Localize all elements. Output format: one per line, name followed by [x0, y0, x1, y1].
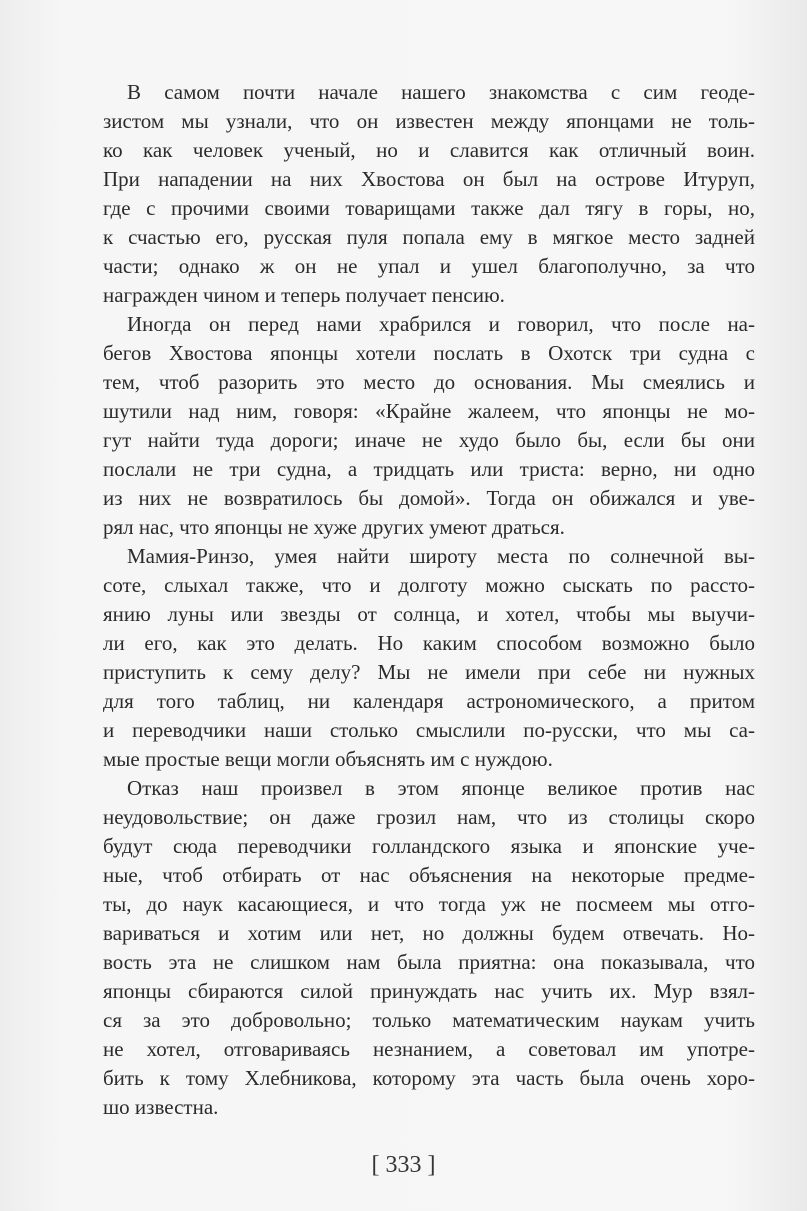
- text-line: послали не три судна, а тридцать или триста: верно, ни одно: [103, 457, 755, 481]
- text-line: вость эта не слишком нам была приятна: она показывала, что: [103, 950, 755, 974]
- text-line: неудовольствие; он даже грозил нам, что из столицы скоро: [103, 805, 755, 829]
- paragraph: [103, 310, 755, 542]
- text-line: ко как человек ученый, но и славится как отличный воин.: [103, 138, 755, 162]
- text-line: ные, чтоб отбирать от нас объяснения на некоторые предме-: [103, 863, 755, 887]
- text-line: Отказ наш произвел в этом японце великое против нас: [127, 776, 755, 800]
- text-line: мые простые вещи могли объяснять им с нуждою.: [103, 747, 553, 771]
- text-line: ли его, как это делать. Но каким способом возможно было: [103, 631, 755, 655]
- text-line: шутили над ним, говоря: «Крайне жалеем, что японцы не мо-: [103, 399, 755, 423]
- text-line: вариваться и хотим или нет, но должны будем отвечать. Но-: [103, 921, 755, 945]
- text-line: соте, слыхал также, что и долготу можно сыскать по рассто-: [103, 573, 755, 597]
- text-line: При нападении на них Хвостова он был на острове Итуруп,: [103, 167, 755, 191]
- text-line: из них не возвратилось бы домой». Тогда он обижался и уве-: [103, 486, 755, 510]
- text-line: гут найти туда дороги; иначе не худо было бы, если бы они: [103, 428, 755, 452]
- page-number: [ 333 ]: [371, 1152, 436, 1178]
- text-line: зистом мы узнали, что он известен между японцами не толь-: [103, 109, 755, 133]
- paragraph: [103, 78, 755, 310]
- text-line: Иногда он перед нами храбрился и говорил, что после на-: [127, 312, 755, 336]
- text-line: шо известна.: [103, 1095, 219, 1119]
- text-line: бить к тому Хлебникова, которому эта часть была очень хоро-: [103, 1066, 755, 1090]
- text-line: части; однако ж он не упал и ушел благополучно, за что: [103, 254, 755, 278]
- paragraph: [103, 774, 755, 1122]
- text-line: ся за это добровольно; только математическим наукам учить: [103, 1008, 755, 1032]
- text-line: В самом почти начале нашего знакомства с сим геоде-: [127, 80, 755, 104]
- text-line: не хотел, отговариваясь незнанием, а советовал им употре-: [103, 1037, 755, 1061]
- paragraph: [103, 542, 755, 774]
- page-body: [103, 78, 755, 1122]
- text-line: к счастью его, русская пуля попала ему в мягкое место задней: [103, 225, 755, 249]
- text-line: приступить к сему делу? Мы не имели при себе ни нужных: [103, 660, 755, 684]
- text-line: тем, чтоб разорить это место до основания. Мы смеялись и: [103, 370, 755, 394]
- text-line: где с прочими своими товарищами также дал тягу в горы, но,: [103, 196, 755, 220]
- text-line: рял нас, что японцы не хуже других умеют драться.: [103, 515, 565, 539]
- text-line: японцы сбираются силой принуждать нас учить их. Мур взял-: [103, 979, 755, 1003]
- text-line: бегов Хвостова японцы хотели послать в Охотск три судна с: [103, 341, 755, 365]
- text-line: Мамия-Ринзо, умея найти широту места по солнечной вы-: [127, 544, 755, 568]
- text-line: для того таблиц, ни календаря астрономического, а притом: [103, 689, 755, 713]
- text-line: будут сюда переводчики голландского языка и японские уче-: [103, 834, 755, 858]
- text-line: и переводчики наши столько смыслили по-русски, что мы са-: [103, 718, 755, 742]
- text-line: янию луны или звезды от солнца, и хотел, чтобы мы выучи-: [103, 602, 755, 626]
- text-line: награжден чином и теперь получает пенсию.: [103, 283, 505, 307]
- text-line: ты, до наук касающиеся, и что тогда уж не посмеем мы отго-: [103, 892, 755, 916]
